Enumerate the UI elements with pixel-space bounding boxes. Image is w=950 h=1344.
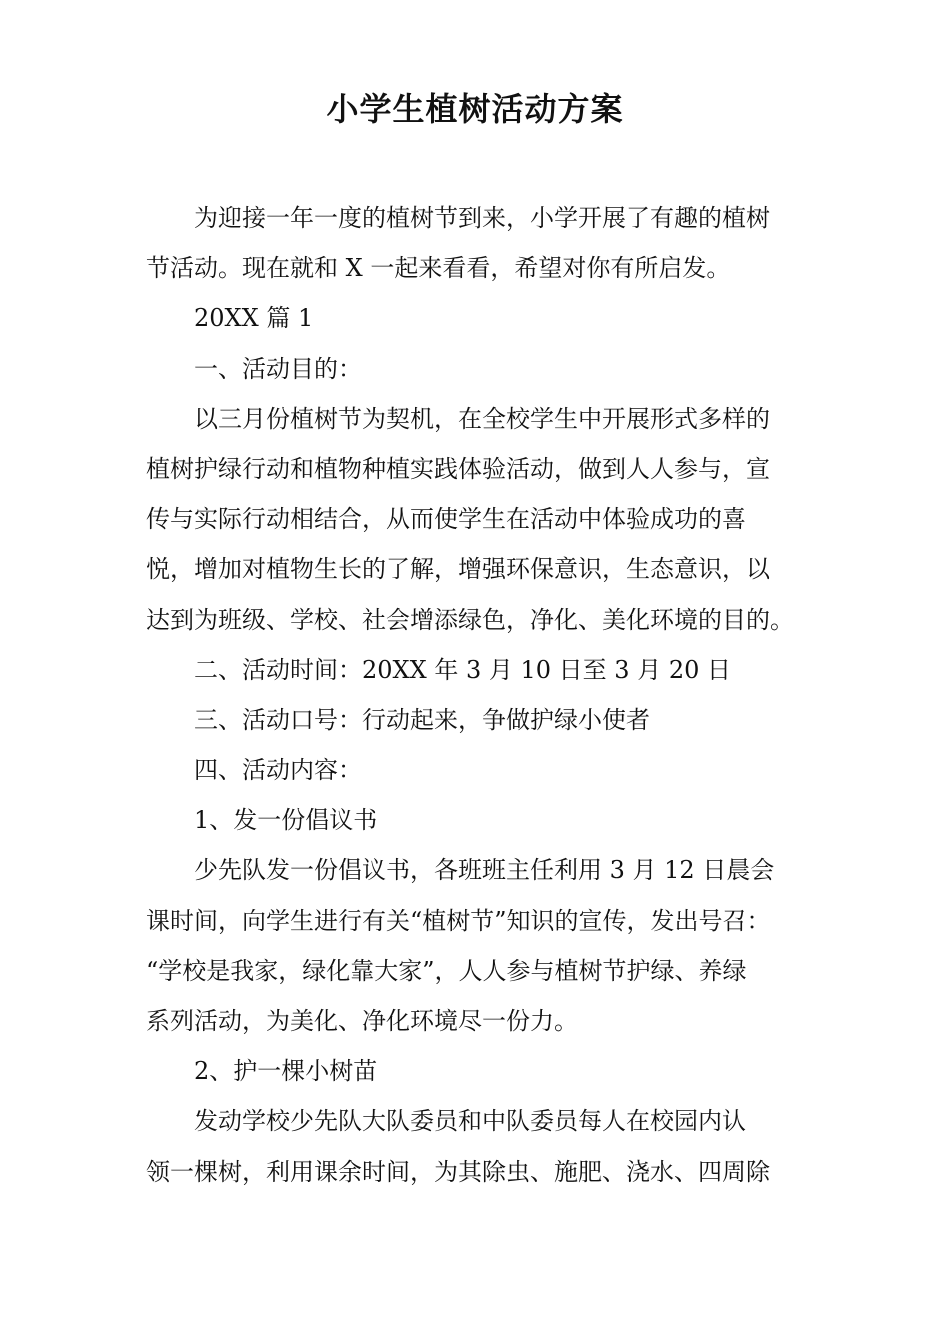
paragraph-line: 以三月份植树节为契机，在全校学生中开展形式多样的 bbox=[194, 404, 770, 433]
paragraph-line: 悦，增加对植物生长的了解，增强环保意识，生态意识，以 bbox=[146, 555, 770, 584]
paragraph-line: 节活动。现在就和 X 一起来看看，希望对你有所启发。 bbox=[146, 254, 731, 283]
paragraph-line: “学校是我家，绿化靠大家”，人人参与植树节护绿、养绿 bbox=[146, 956, 747, 985]
section-heading: 四、活动内容： bbox=[194, 756, 362, 785]
subsection-heading: 2、护一棵小树苗 bbox=[194, 1057, 378, 1086]
paragraph-line: 课时间，向学生进行有关“植树节”知识的宣传，发出号召： bbox=[146, 906, 771, 935]
document-body bbox=[146, 193, 806, 1197]
section-heading: 一、活动目的： bbox=[194, 354, 362, 383]
paragraph-line: 达到为班级、学校、社会增添绿色，净化、美化环境的目的。 bbox=[146, 605, 794, 634]
section-heading: 20XX 篇 1 bbox=[194, 304, 314, 333]
paragraph-line: 系列活动，为美化、净化环境尽一份力。 bbox=[146, 1007, 578, 1035]
paragraph-line: 传与实际行动相结合，从而使学生在活动中体验成功的喜 bbox=[146, 505, 746, 534]
paragraph-line: 发动学校少先队大队委员和中队委员每人在校园内认 bbox=[194, 1107, 746, 1136]
section-heading: 二、活动时间：20XX 年 3 月 10 日至 3 月 20 日 bbox=[194, 655, 731, 684]
document-title: 小学生植树活动方案 bbox=[326, 90, 624, 128]
paragraph-line: 植树护绿行动和植物种植实践体验活动，做到人人参与，宣 bbox=[146, 454, 770, 483]
paragraph-line: 少先队发一份倡议书，各班班主任利用 3 月 12 日晨会 bbox=[194, 856, 775, 885]
paragraph-line: 为迎接一年一度的植树节到来，小学开展了有趣的植树 bbox=[194, 204, 770, 232]
paragraph-line: 领一棵树，利用课余时间，为其除虫、施肥、浇水、四周除 bbox=[146, 1157, 770, 1186]
section-heading: 三、活动口号：行动起来，争做护绿小使者 bbox=[194, 705, 650, 734]
subsection-heading: 1、发一份倡议书 bbox=[194, 806, 378, 835]
